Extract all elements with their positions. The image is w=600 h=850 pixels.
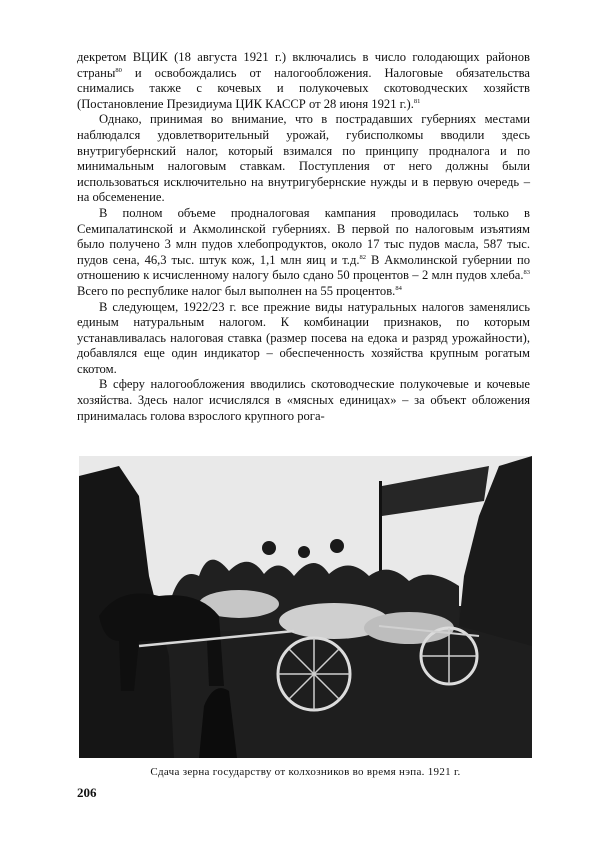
footnote-marker[interactable]: 84 — [395, 284, 402, 292]
paragraph — [77, 206, 530, 300]
footnote-marker[interactable]: 81 — [413, 97, 421, 105]
paragraph-text: В Акмолинской губернии по отношению к исчисленному налогу было сдано 50 процентов – 2 млн пудов хлеба. — [77, 252, 530, 283]
paragraph-text: и освобождались от налогообложения. Налоговые обязательства снимались также с кочевых и полукочевых скотоводческих хозяйств (Постановление Президиума ЦИК КАССР от 28 июня 1921 г.). — [77, 65, 530, 111]
paragraph-text: Всего по республике налог был выполнен на 55 процентов. — [77, 283, 396, 298]
paragraph-text: декретом ВЦИК (18 августа 1921 г.) включались в число голодающих районов страны — [77, 50, 530, 80]
paragraph-text: Однако, принимая во внимание, что в пострадавших губерниях местами наблюдался удовлетворительный урожай, губисполкомы вводили здесь внутригубернский налог, который взимался по принципу продналога и по минимальным налоговым ставкам. Поступления от него должны были использоваться исключительно на внутригубернские нужды и в первую очередь – на обсеменение. — [77, 112, 530, 205]
paragraph-text: В полном объеме продналоговая кампания проводилась только в Семипалатинской и Акмолинской губерниях. В первой по налоговым изъятиям было получено 3 млн пудов хлебопродуктов, около 17 тыс пудов масла, 587 тыс. пудов сена, 46,3 тыс. штук кож, 1,1 млн яиц и т.д. — [77, 205, 530, 267]
page-number: 206 — [77, 785, 97, 800]
footnote-marker[interactable]: 83 — [523, 269, 530, 277]
paragraph-text: В следующем, 1922/23 г. все прежние виды натуральных налогов заменялись единым натуральным налогом. К комбинации признаков, по которым устанавливалась налоговая ставка (размер посева на едока и разряд урожайности), добавлялся еще один индикатор – обеспеченность хозяйства крупным рогатым скотом. — [77, 299, 530, 376]
paragraph — [77, 377, 530, 424]
paragraph-text: В сферу налогообложения вводились скотоводческие полукочевые и кочевые хозяйства. Здесь налог исчислялся в «мясных единицах» – за объект обложения принималась голова взрослого крупного рога- — [77, 377, 530, 423]
paragraph — [77, 112, 530, 206]
footnote-marker[interactable]: 82 — [359, 253, 367, 261]
body-text — [77, 50, 530, 424]
paragraph — [77, 50, 530, 112]
photo-grain-delivery — [79, 456, 532, 758]
paragraph — [77, 300, 530, 378]
photo-caption: Сдача зерна государству от колхозников во время нэпа. 1921 г. — [150, 766, 461, 778]
footnote-marker[interactable]: 80 — [115, 66, 122, 74]
historical-photo — [79, 456, 532, 758]
